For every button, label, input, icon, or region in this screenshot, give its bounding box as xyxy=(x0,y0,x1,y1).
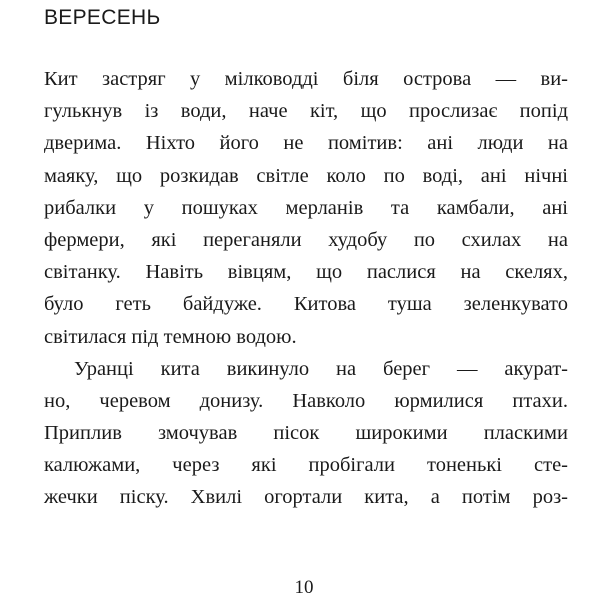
text-line: Кит застряг у мілководді біля острова — ви- xyxy=(44,68,568,90)
text-line: було геть байдуже. Китова туша зеленкувато xyxy=(44,293,568,316)
text-line: калюжами, через які пробігали тоненькі сте- xyxy=(44,454,568,477)
text-line: фермери, які переганяли худобу по схилах на xyxy=(44,228,568,251)
text-line: світанку. Навіть вівцям, що паслися на скелях, xyxy=(44,261,568,284)
text-line: Приплив змочував пісок широкими пласкими xyxy=(44,422,568,445)
text-line: маяку, що розкидав світле коло по воді, ані нічні xyxy=(44,164,568,187)
text-line: жечки піску. Хвилі огортали кита, а потім роз- xyxy=(44,486,568,509)
body-text xyxy=(44,63,568,514)
chapter-title: ВЕРЕСЕНЬ xyxy=(44,6,161,29)
text-line: світилася під темною водою. xyxy=(44,325,297,348)
text-line: рибалки у пошуках мерланів та камбали, ані xyxy=(44,196,568,219)
text-line: гулькнув із води, наче кіт, що прослизає попід xyxy=(44,100,568,123)
page-number: 10 xyxy=(294,577,314,598)
text-line: дверима. Ніхто його не помітив: ані люди на xyxy=(44,132,568,155)
text-line: но, черевом донизу. Навколо юрмилися птахи. xyxy=(44,389,568,412)
text-line: Уранці кита викинуло на берег — акурат- xyxy=(74,357,568,380)
